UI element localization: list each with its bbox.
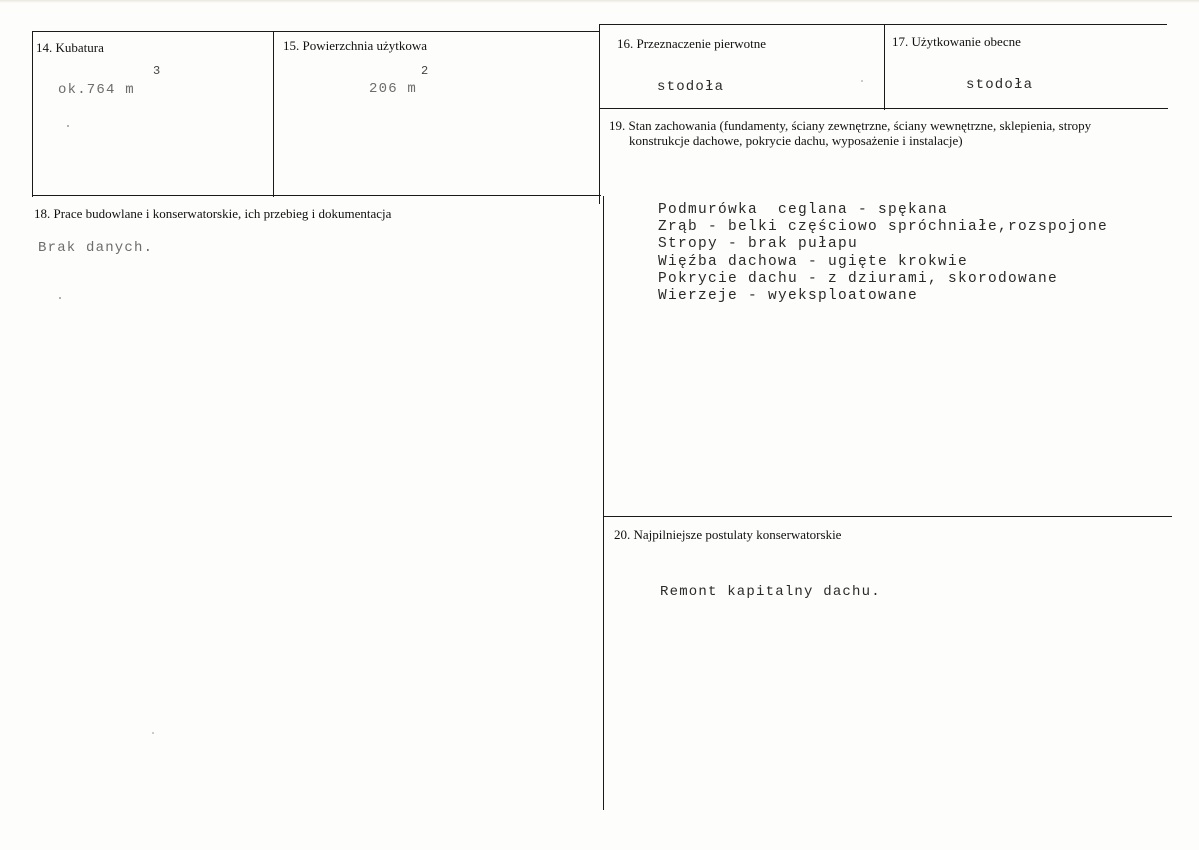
list-item: Zrąb - belki częściowo spróchniałe,rozspojone [658, 219, 1109, 236]
label-przeznaczenie: 16. Przeznaczenie pierwotne [617, 36, 767, 51]
list-item: Podmurówka ceglana - spękana [658, 202, 949, 218]
rule-divider-14-15 [273, 31, 274, 197]
label-kubatura: 14. Kubatura [36, 40, 104, 55]
list-item: Pokrycie dachu - z dziurami, skorodowane [658, 270, 1059, 287]
rule-center-lower [603, 196, 604, 810]
rule-under-16-17 [599, 108, 1168, 109]
label-uzytkowanie: 17. Użytkowanie obecne [892, 34, 1021, 49]
paper-edge [0, 0, 1199, 3]
value-powierzchnia: 206 m [369, 81, 418, 97]
value-przeznaczenie: stodoła [657, 79, 725, 95]
rule-center-upper [599, 24, 600, 204]
list-item: Wierzeje - wyeksploatowane [658, 288, 919, 305]
value-postulaty: Remont kapitalny dachu. [660, 584, 881, 600]
paper-speck [59, 297, 61, 299]
label-powierzchnia: 15. Powierzchnia użytkowa [283, 38, 428, 53]
kubatura-exponent: 3 [153, 64, 161, 78]
rule-top-left [32, 31, 599, 32]
rule-under-14-15 [32, 195, 601, 196]
label-stan-zachowania [609, 118, 1091, 148]
value-uzytkowanie: stodoła [966, 77, 1034, 93]
paper-speck [67, 125, 69, 127]
rule-divider-16-17 [884, 24, 885, 110]
list-item: Stropy - brak pułapu [658, 236, 859, 253]
list-item: Więźba dachowa - ugięte krokwie [658, 253, 969, 270]
paper-speck [861, 80, 863, 82]
value-prace-budowlane: Brak danych. [38, 240, 154, 256]
label-prace-budowlane: 18. Prace budowlane i konserwatorskie, ich przebieg i dokumentacja [34, 206, 392, 221]
label-stan-line1: 19. Stan zachowania (fundamenty, ściany zewnętrzne, ściany wewnętrzne, sklepienia, stropy [609, 118, 1092, 133]
paper-speck [152, 732, 154, 734]
label-stan-line2: konstrukcje dachowe, pokrycie dachu, wyposażenie i instalacje) [629, 133, 963, 148]
rule-left-14 [32, 31, 33, 197]
stan-zachowania-list [658, 202, 1108, 305]
label-postulaty: 20. Najpilniejsze postulaty konserwatorskie [614, 527, 842, 542]
rule-top-right [599, 24, 1167, 25]
rule-under-19 [603, 516, 1172, 517]
powierzchnia-exponent: 2 [421, 64, 429, 78]
value-kubatura: ok.764 m [58, 82, 135, 98]
